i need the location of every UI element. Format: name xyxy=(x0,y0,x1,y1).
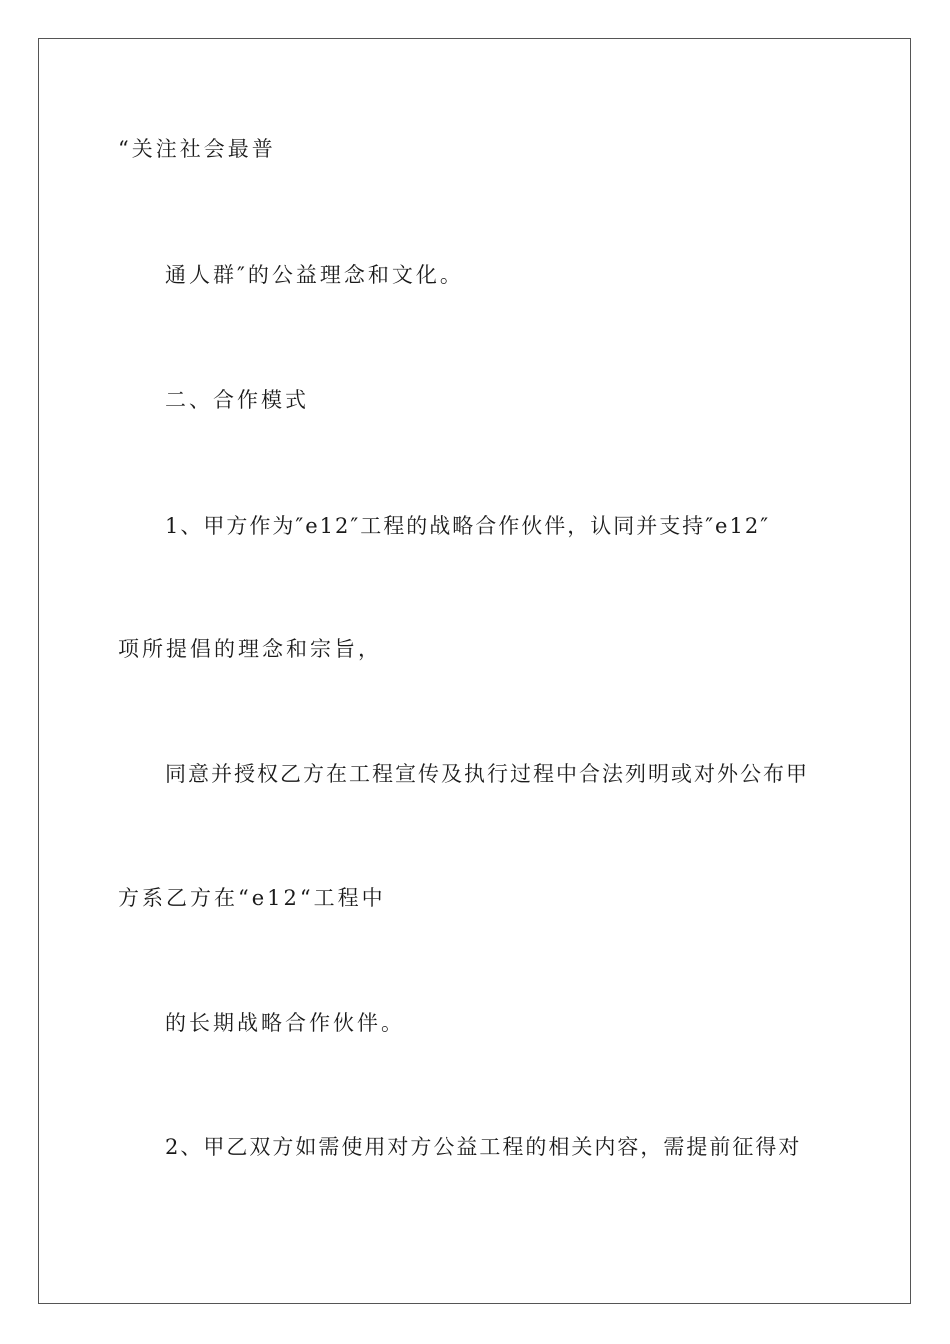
text-line-7: 方系乙方在“e12“工程中 xyxy=(118,886,386,910)
text-line-8: 的长期战略合作伙伴。 xyxy=(165,1011,405,1035)
page-border xyxy=(38,38,911,1304)
text-line-5: 项所提倡的理念和宗旨， xyxy=(118,637,382,661)
text-line-1: “关注社会最普 xyxy=(118,137,276,161)
text-line-6: 同意并授权乙方在工程宣传及执行过程中合法列明或对外公布甲 xyxy=(165,762,809,786)
text-line-9: 2、甲乙双方如需使用对方公益工程的相关内容，需提前征得对 xyxy=(165,1135,802,1159)
section-heading-cooperation-mode: 二、合作模式 xyxy=(165,388,309,412)
text-line-4: 1、甲方作为″e12″工程的战略合作伙伴，认同并支持″e12″ xyxy=(165,514,771,538)
text-line-2: 通人群″的公益理念和文化。 xyxy=(165,263,464,287)
